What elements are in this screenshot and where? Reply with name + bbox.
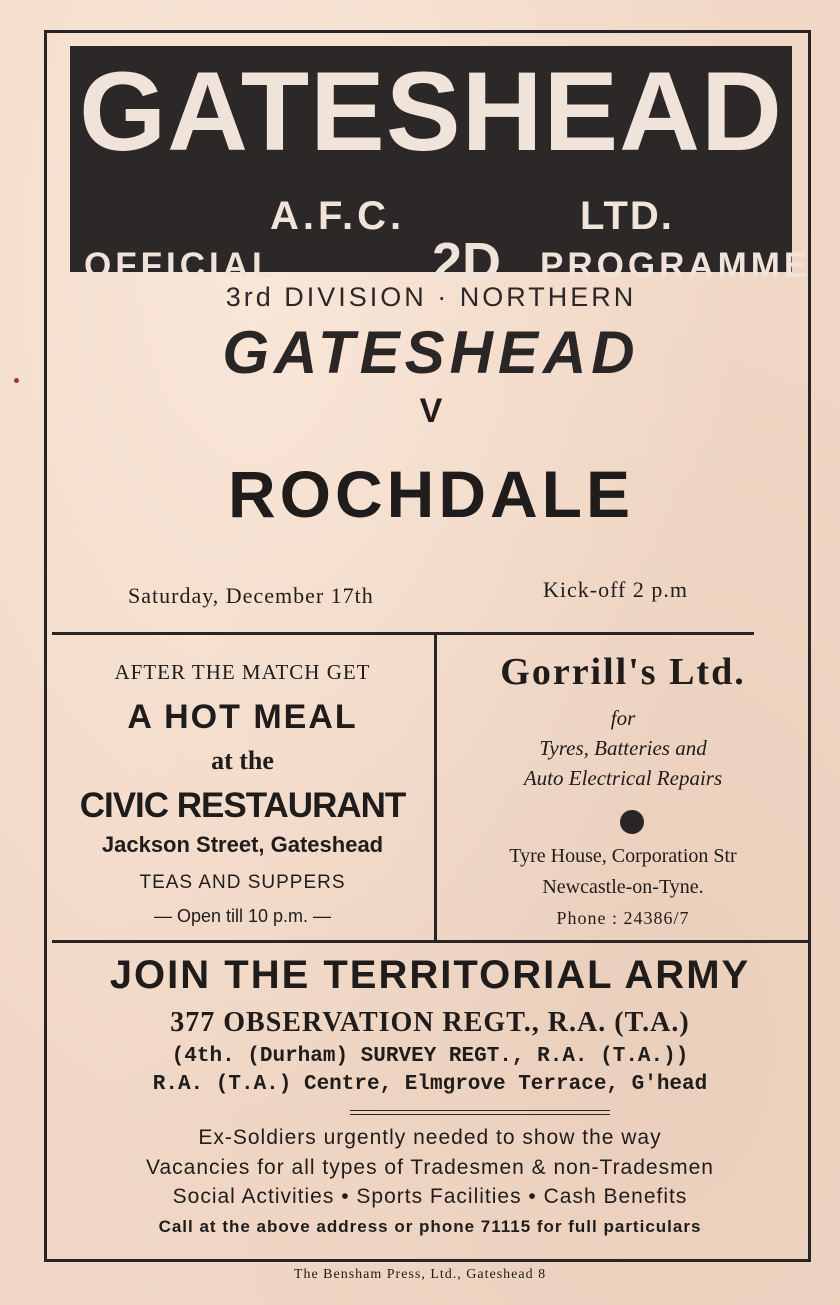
- paper-stain: [14, 378, 19, 383]
- kickoff-time: Kick-off 2 p.m: [543, 577, 688, 602]
- restaurant-line-1: AFTER THE MATCH GET: [114, 660, 371, 684]
- restaurant-address: Jackson Street, Gateshead: [101, 832, 384, 857]
- restaurant-hours: — Open till 10 p.m. —: [153, 906, 332, 926]
- divider-rule: [52, 632, 754, 635]
- masthead: [70, 46, 812, 292]
- army-subregiment: (4th. (Durham) SURVEY REGT., R.A. (T.A.)): [171, 1045, 689, 1068]
- double-underline: [350, 1114, 610, 1115]
- gorrill-line-3: Auto Electrical Repairs: [523, 766, 723, 790]
- army-regiment: 377 OBSERVATION REGT., R.A. (T.A.): [170, 1007, 690, 1038]
- programme-label: PROGRAMME: [540, 246, 812, 285]
- restaurant-name: CIVIC RESTAURANT: [79, 786, 406, 825]
- programme-price: 2D: [432, 232, 502, 292]
- gorrill-name: Gorrill's Ltd.: [500, 651, 746, 693]
- versus-label: V: [419, 392, 443, 430]
- division-label: 3rd DIVISION · NORTHERN: [225, 282, 637, 312]
- restaurant-offer: TEAS AND SUPPERS: [139, 872, 346, 893]
- army-line-1: Ex-Soldiers urgently needed to show the way: [198, 1126, 662, 1149]
- restaurant-line-2: A HOT MEAL: [127, 698, 358, 736]
- restaurant-line-3: at the: [211, 746, 274, 775]
- gorrill-line-1: for: [610, 706, 636, 730]
- double-underline: [350, 1110, 610, 1111]
- gorrill-phone: Phone : 24386/7: [556, 908, 690, 928]
- match-date: Saturday, December 17th: [128, 583, 374, 608]
- club-abbrev: A.F.C.: [270, 194, 406, 238]
- gorrill-address-2: Newcastle-on-Tyne.: [542, 876, 704, 898]
- army-line-4: Call at the above address or phone 71115 for full particulars: [158, 1217, 702, 1236]
- army-centre: R.A. (T.A.) Centre, Elmgrove Terrace, G'head: [152, 1073, 708, 1096]
- territorial-army-advert: [50, 945, 810, 1255]
- army-headline: JOIN THE TERRITORIAL ARMY: [109, 953, 751, 997]
- club-name: GATESHEAD: [79, 49, 783, 174]
- army-line-2: Vacancies for all types of Tradesmen & non-Tradesmen: [146, 1156, 714, 1179]
- gorrill-line-2: Tyres, Batteries and: [539, 736, 707, 760]
- club-suffix: LTD.: [580, 194, 674, 238]
- divider-rule: [52, 940, 808, 943]
- gorrill-address-1: Tyre House, Corporation Str: [509, 845, 737, 867]
- official-label: OFFICIAL: [84, 246, 278, 285]
- restaurant-advert: [50, 640, 435, 940]
- home-team: GATESHEAD: [222, 319, 640, 386]
- away-team: ROCHDALE: [228, 457, 634, 531]
- bullet-dot-icon: [620, 810, 644, 834]
- printer-credit: The Bensham Press, Ltd., Gateshead 8: [293, 1267, 547, 1282]
- gorrill-advert: [438, 640, 808, 940]
- army-line-3: Social Activities • Sports Facilities • Cash Benefits: [172, 1185, 688, 1208]
